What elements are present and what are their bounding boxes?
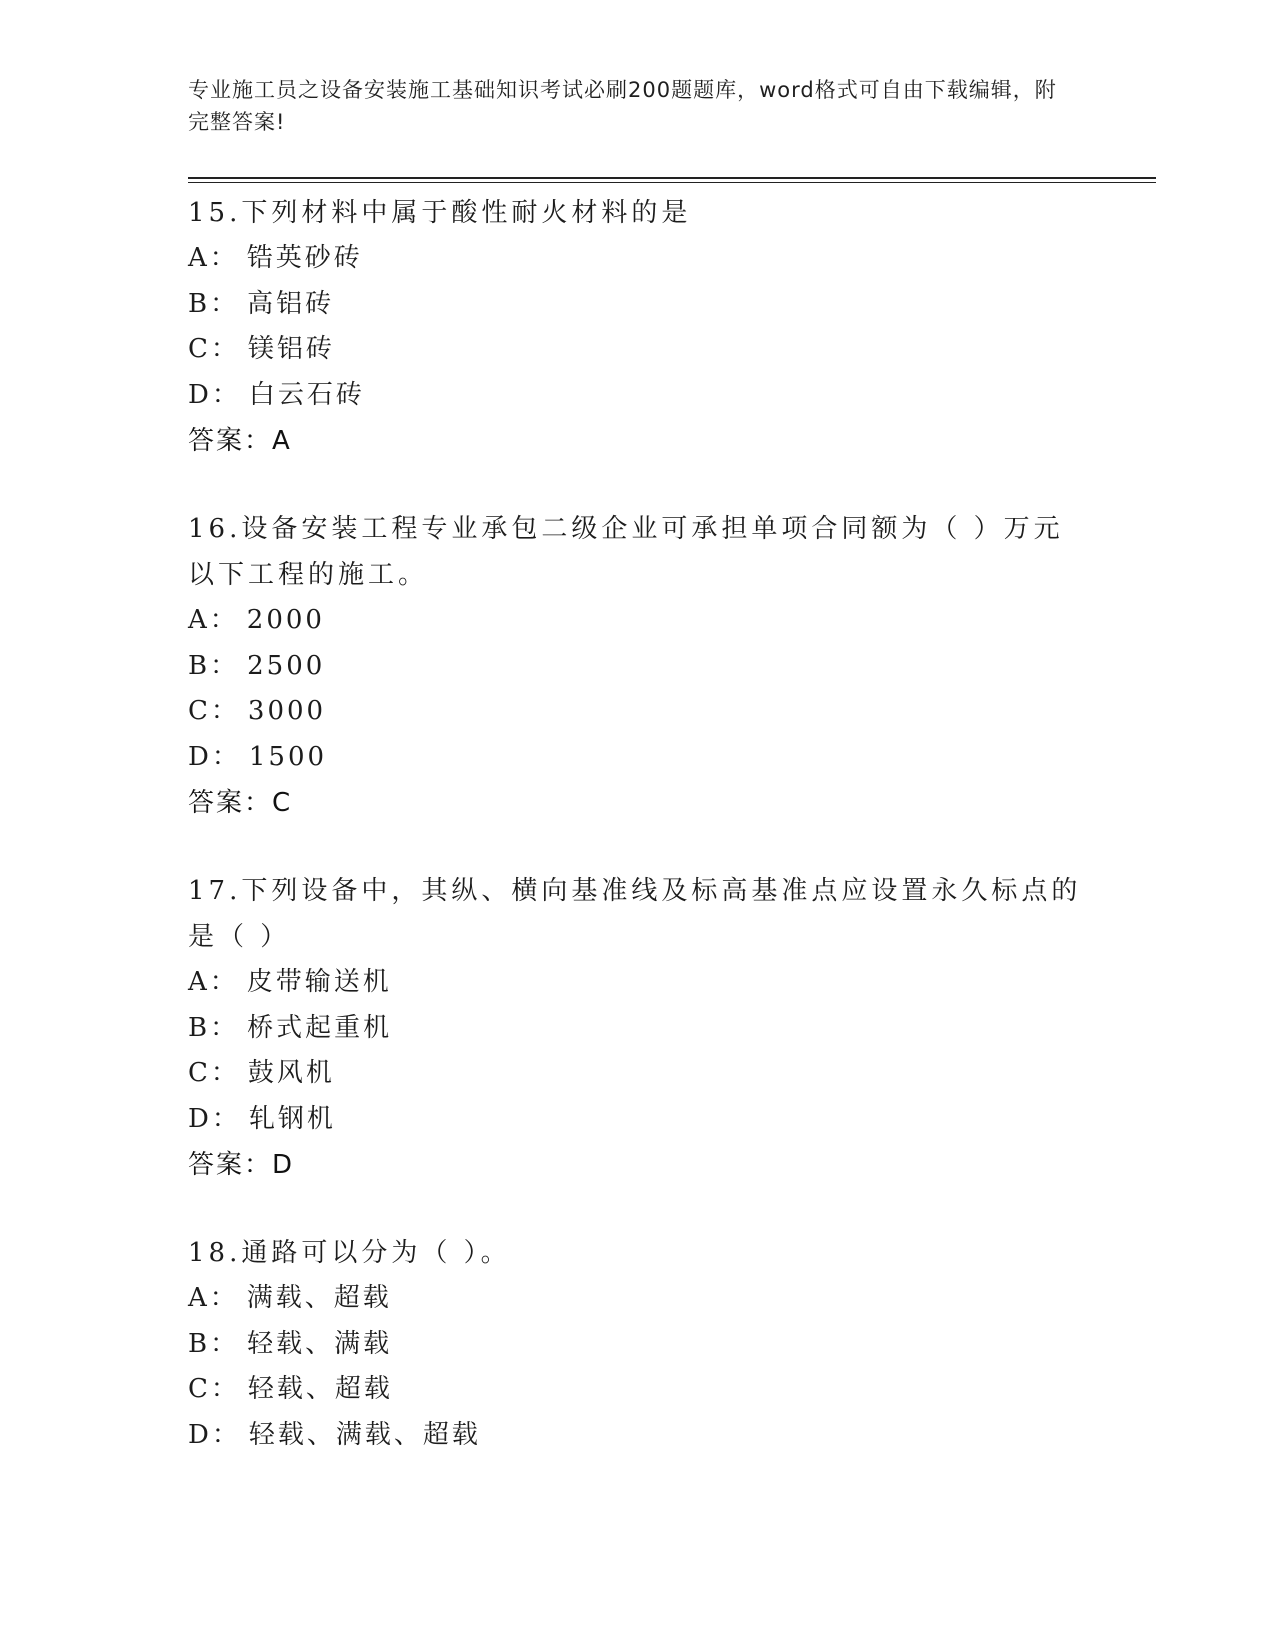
option-item [188,236,1088,282]
question-stem: 16.设备安装工程专业承包二级企业可承担单项合同额为（ ）万元以下工程的施工。 [188,514,1064,590]
option-item [188,327,1088,373]
question-block [188,190,1088,464]
answer-label: 答案： [188,426,273,456]
option-item [188,373,1088,419]
option-separator: ： [210,650,240,681]
option-letter: C [188,1374,211,1404]
answer-line [188,780,1088,826]
option-text: 2000 [246,605,325,635]
answer-value: D [272,1150,295,1180]
option-separator: ： [211,379,241,410]
option-text: 1500 [248,741,328,772]
option-text: 轻载、满载、超载 [248,1419,481,1450]
option-letter: A [188,1283,210,1313]
option-item [188,960,1088,1006]
question-stem: 15.下列材料中属于酸性耐火材料的是 [188,198,692,228]
option-letter: B [188,1012,211,1043]
option-item [188,1322,1088,1368]
option-list [188,1276,1088,1458]
option-text: 高铝砖 [247,288,335,319]
option-separator: ： [211,1419,241,1450]
option-separator: ： [210,696,240,726]
answer-line [188,1142,1088,1188]
option-letter: D [188,741,212,772]
answer-line [188,418,1088,464]
option-separator: ： [210,1058,240,1088]
document-header: 专业施工员之设备安装施工基础知识考试必刷200题题库，word格式可自由下载编辑，附完整答案! [188,78,1057,134]
option-separator: ： [210,1012,240,1043]
option-separator: ： [209,967,239,997]
option-text: 皮带输送机 [246,967,392,997]
option-letter: C [188,334,211,364]
option-item [188,282,1088,328]
answer-label: 答案： [188,788,273,818]
option-letter: A [188,605,210,635]
option-letter: C [188,696,211,726]
option-letter: B [188,1328,211,1359]
header-divider-thin [188,182,1156,183]
option-text: 鼓风机 [247,1058,335,1088]
option-item [188,689,1088,735]
option-item [188,1006,1088,1052]
option-separator: ： [210,288,240,319]
option-letter: A [188,967,210,997]
option-item [188,598,1088,644]
answer-label: 答案： [188,1150,273,1180]
question-block [188,506,1088,826]
option-separator: ： [210,1328,240,1359]
option-letter: A [188,243,210,273]
option-item [188,644,1088,690]
option-text: 白云石砖 [248,379,365,410]
option-letter: D [188,1103,212,1134]
option-text: 3000 [247,696,327,726]
option-separator: ： [210,1374,240,1404]
answer-value: C [272,788,293,818]
option-separator: ： [211,741,241,772]
option-letter: C [188,1058,211,1088]
question-stem: 18.通路可以分为（ ）。 [188,1238,511,1268]
option-separator: ： [209,605,239,635]
option-text: 轧钢机 [248,1103,336,1134]
option-separator: ： [209,1283,239,1313]
option-separator: ： [211,1103,241,1134]
option-separator: ： [210,334,240,364]
option-letter: B [188,650,211,681]
question-block [188,868,1088,1188]
header-divider-thick [188,177,1156,179]
option-text: 轻载、超载 [247,1374,393,1404]
option-item [188,1097,1088,1143]
option-text: 轻载、满载 [247,1328,393,1359]
option-text: 镁铝砖 [247,334,335,364]
option-list [188,960,1088,1142]
option-item [188,1413,1088,1459]
option-list [188,236,1088,418]
option-letter: D [188,1419,212,1450]
question-block [188,1230,1088,1458]
option-letter: D [188,379,212,410]
option-item [188,1367,1088,1413]
option-list [188,598,1088,780]
option-separator: ： [209,243,239,273]
option-text: 锆英砂砖 [246,243,363,273]
option-letter: B [188,288,211,319]
option-item [188,1051,1088,1097]
question-list [188,190,1088,1500]
option-item [188,1276,1088,1322]
option-text: 满载、超载 [246,1283,392,1313]
option-text: 2500 [247,650,326,681]
answer-value: A [272,426,292,456]
option-text: 桥式起重机 [247,1012,393,1043]
option-item [188,735,1088,781]
question-stem: 17.下列设备中，其纵、横向基准线及标高基准点应设置永久标点的是（ ） [188,876,1082,952]
